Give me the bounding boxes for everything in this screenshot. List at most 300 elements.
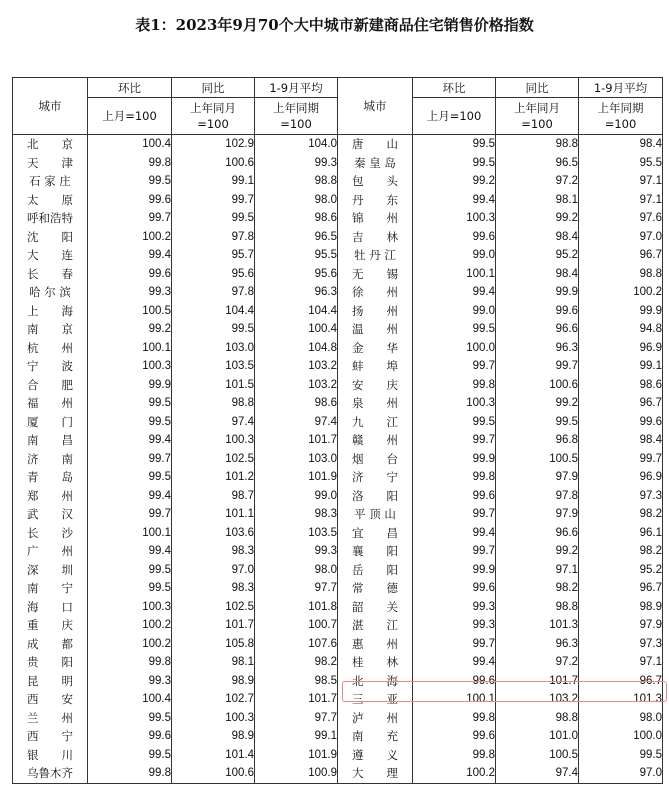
- city-cell: 锦 州: [338, 209, 413, 228]
- table-row: [13, 468, 663, 487]
- avg-cell: 101.9: [255, 468, 338, 487]
- mom-cell: 99.6: [88, 265, 172, 284]
- avg-cell: 100.7: [255, 616, 338, 635]
- avg-cell: 97.7: [255, 579, 338, 598]
- mom-cell: 99.7: [413, 431, 496, 450]
- mom-cell: 99.4: [88, 246, 172, 265]
- avg-cell: 96.9: [579, 339, 663, 358]
- yoy-cell: 98.1: [496, 191, 579, 210]
- avg-cell: 99.1: [579, 357, 663, 376]
- avg-cell: 99.3: [255, 154, 338, 173]
- mom-cell: 99.8: [88, 154, 172, 173]
- city-cell: 北 海: [338, 672, 413, 691]
- yoy-cell: 98.8: [496, 598, 579, 617]
- mom-cell: 100.4: [88, 690, 172, 709]
- mom-cell: 100.1: [88, 524, 172, 543]
- mom-cell: 99.4: [413, 653, 496, 672]
- yoy-cell: 98.9: [172, 727, 255, 746]
- city-cell: 成 都: [13, 635, 88, 654]
- avg-cell: 101.7: [255, 431, 338, 450]
- mom-cell: 99.5: [413, 320, 496, 339]
- mom-cell: 100.2: [413, 764, 496, 783]
- yoy-cell: 100.5: [496, 746, 579, 765]
- yoy-cell: 99.9: [496, 283, 579, 302]
- table-row: [13, 320, 663, 339]
- avg-cell: 104.4: [255, 302, 338, 321]
- mom-cell: 99.8: [413, 746, 496, 765]
- avg-cell: 97.3: [579, 635, 663, 654]
- header-mom-base-right: 上月=100: [413, 98, 496, 135]
- city-cell: 唐 山: [338, 135, 413, 154]
- table-row: [13, 635, 663, 654]
- table-row: [13, 561, 663, 580]
- city-cell: 上 海: [13, 302, 88, 321]
- avg-cell: 98.0: [255, 561, 338, 580]
- avg-cell: 98.2: [255, 653, 338, 672]
- city-cell: 南 充: [338, 727, 413, 746]
- yoy-cell: 97.9: [496, 468, 579, 487]
- yoy-cell: 97.8: [172, 283, 255, 302]
- city-cell: 桂 林: [338, 653, 413, 672]
- table-row: [13, 302, 663, 321]
- yoy-cell: 102.9: [172, 135, 255, 154]
- mom-cell: 99.5: [88, 394, 172, 413]
- city-cell: 包 头: [338, 172, 413, 191]
- avg-cell: 103.0: [255, 450, 338, 469]
- mom-cell: 100.3: [88, 598, 172, 617]
- city-cell: 安 庆: [338, 376, 413, 395]
- avg-cell: 98.2: [579, 542, 663, 561]
- mom-cell: 99.3: [88, 283, 172, 302]
- avg-cell: 96.5: [255, 228, 338, 247]
- table-row: [13, 746, 663, 765]
- city-cell: 蚌 埠: [338, 357, 413, 376]
- avg-cell: 96.3: [255, 283, 338, 302]
- yoy-cell: 101.0: [496, 727, 579, 746]
- table-row: [13, 339, 663, 358]
- mom-cell: 99.8: [413, 376, 496, 395]
- yoy-cell: 97.9: [496, 505, 579, 524]
- city-cell: 重 庆: [13, 616, 88, 635]
- table-row: [13, 450, 663, 469]
- yoy-cell: 99.2: [496, 542, 579, 561]
- table-row: [13, 283, 663, 302]
- avg-cell: 99.9: [579, 302, 663, 321]
- city-cell: 南 宁: [13, 579, 88, 598]
- yoy-cell: 96.6: [496, 320, 579, 339]
- yoy-cell: 97.2: [496, 653, 579, 672]
- avg-cell: 97.9: [579, 616, 663, 635]
- avg-cell: 98.5: [255, 672, 338, 691]
- yoy-cell: 100.6: [496, 376, 579, 395]
- city-cell: 深 圳: [13, 561, 88, 580]
- mom-cell: 99.8: [88, 653, 172, 672]
- avg-cell: 98.0: [579, 709, 663, 728]
- mom-cell: 99.7: [88, 450, 172, 469]
- city-cell: 无 锡: [338, 265, 413, 284]
- yoy-cell: 100.3: [172, 431, 255, 450]
- city-cell: 湛 江: [338, 616, 413, 635]
- mom-cell: 99.5: [88, 709, 172, 728]
- city-cell: 西 宁: [13, 727, 88, 746]
- city-cell: 扬 州: [338, 302, 413, 321]
- avg-cell: 95.2: [579, 561, 663, 580]
- city-cell: 九 江: [338, 413, 413, 432]
- mom-cell: 99.9: [413, 561, 496, 580]
- mom-cell: 100.3: [413, 394, 496, 413]
- table-row: [13, 154, 663, 173]
- yoy-cell: 96.5: [496, 154, 579, 173]
- city-cell: 吉 林: [338, 228, 413, 247]
- avg-cell: 97.0: [579, 228, 663, 247]
- mom-cell: 99.5: [88, 468, 172, 487]
- avg-cell: 99.5: [579, 746, 663, 765]
- city-cell: 丹 东: [338, 191, 413, 210]
- avg-cell: 101.8: [255, 598, 338, 617]
- yoy-cell: 102.5: [172, 598, 255, 617]
- yoy-cell: 103.5: [172, 357, 255, 376]
- avg-cell: 98.0: [255, 191, 338, 210]
- mom-cell: 99.8: [413, 709, 496, 728]
- city-cell: 济 宁: [338, 468, 413, 487]
- city-cell: 郑 州: [13, 487, 88, 506]
- header-city-right: 城市: [338, 78, 413, 135]
- avg-cell: 97.0: [579, 764, 663, 783]
- header-yoy-left: 同比: [172, 78, 255, 98]
- mom-cell: 100.5: [88, 302, 172, 321]
- mom-cell: 99.0: [413, 302, 496, 321]
- mom-cell: 99.6: [413, 228, 496, 247]
- city-cell: 泉 州: [338, 394, 413, 413]
- city-cell: 泸 州: [338, 709, 413, 728]
- yoy-cell: 98.8: [496, 135, 579, 154]
- yoy-cell: 100.5: [496, 450, 579, 469]
- table-row: [13, 653, 663, 672]
- avg-cell: 97.1: [579, 191, 663, 210]
- yoy-cell: 103.6: [172, 524, 255, 543]
- mom-cell: 99.3: [413, 616, 496, 635]
- avg-cell: 101.3: [579, 690, 663, 709]
- table-row: [13, 579, 663, 598]
- yoy-cell: 97.2: [496, 172, 579, 191]
- yoy-cell: 101.1: [172, 505, 255, 524]
- mom-cell: 99.3: [88, 672, 172, 691]
- mom-cell: 99.4: [88, 487, 172, 506]
- table-row: [13, 487, 663, 506]
- price-index-table: [12, 77, 663, 784]
- mom-cell: 99.5: [88, 561, 172, 580]
- city-cell: 厦 门: [13, 413, 88, 432]
- mom-cell: 99.7: [413, 505, 496, 524]
- yoy-cell: 98.1: [172, 653, 255, 672]
- mom-cell: 99.5: [88, 579, 172, 598]
- yoy-cell: 99.2: [496, 209, 579, 228]
- city-cell: 杭 州: [13, 339, 88, 358]
- header-yoy-base-right: 上年同月 =100: [496, 98, 579, 135]
- avg-cell: 103.5: [255, 524, 338, 543]
- header-avg-base-left: 上年同期 =100: [255, 98, 338, 135]
- city-cell: 平 顶 山: [338, 505, 413, 524]
- city-cell: 天 津: [13, 154, 88, 173]
- yoy-cell: 101.2: [172, 468, 255, 487]
- table-title: 表1：2023年9月70个大中城市新建商品住宅销售价格指数: [135, 16, 534, 34]
- mom-cell: 99.6: [413, 727, 496, 746]
- yoy-cell: 97.8: [172, 228, 255, 247]
- avg-cell: 101.7: [255, 690, 338, 709]
- mom-cell: 100.2: [88, 228, 172, 247]
- yoy-cell: 97.4: [172, 413, 255, 432]
- mom-cell: 99.9: [88, 376, 172, 395]
- city-cell: 长 沙: [13, 524, 88, 543]
- avg-cell: 97.4: [255, 413, 338, 432]
- yoy-cell: 96.3: [496, 635, 579, 654]
- table-row: [13, 542, 663, 561]
- avg-cell: 107.6: [255, 635, 338, 654]
- mom-cell: 99.5: [413, 154, 496, 173]
- mom-cell: 100.1: [88, 339, 172, 358]
- avg-cell: 98.6: [255, 394, 338, 413]
- yoy-cell: 98.3: [172, 579, 255, 598]
- mom-cell: 99.4: [88, 542, 172, 561]
- yoy-cell: 105.8: [172, 635, 255, 654]
- mom-cell: 99.7: [88, 505, 172, 524]
- mom-cell: 99.9: [413, 450, 496, 469]
- table-row: [13, 727, 663, 746]
- city-cell: 常 德: [338, 579, 413, 598]
- yoy-cell: 97.4: [496, 764, 579, 783]
- header-city-left: 城市: [13, 78, 88, 135]
- avg-cell: 99.1: [255, 727, 338, 746]
- city-cell: 遵 义: [338, 746, 413, 765]
- mom-cell: 99.4: [413, 524, 496, 543]
- mom-cell: 99.4: [413, 283, 496, 302]
- yoy-cell: 101.4: [172, 746, 255, 765]
- city-cell: 西 安: [13, 690, 88, 709]
- mom-cell: 99.5: [413, 413, 496, 432]
- avg-cell: 99.7: [579, 450, 663, 469]
- city-cell: 大 连: [13, 246, 88, 265]
- city-cell: 青 岛: [13, 468, 88, 487]
- yoy-cell: 99.5: [172, 320, 255, 339]
- table-row: [13, 505, 663, 524]
- city-cell: 三 亚: [338, 690, 413, 709]
- avg-cell: 97.7: [255, 709, 338, 728]
- yoy-cell: 96.8: [496, 431, 579, 450]
- yoy-cell: 97.1: [496, 561, 579, 580]
- yoy-cell: 98.2: [496, 579, 579, 598]
- city-cell: 大 理: [338, 764, 413, 783]
- avg-cell: 94.8: [579, 320, 663, 339]
- city-cell: 海 口: [13, 598, 88, 617]
- yoy-cell: 103.0: [172, 339, 255, 358]
- avg-cell: 96.7: [579, 246, 663, 265]
- mom-cell: 100.1: [413, 265, 496, 284]
- header-yoy-right: 同比: [496, 78, 579, 98]
- city-cell: 宁 波: [13, 357, 88, 376]
- yoy-cell: 98.7: [172, 487, 255, 506]
- table-row: [13, 228, 663, 247]
- yoy-cell: 98.8: [496, 709, 579, 728]
- mom-cell: 99.5: [88, 746, 172, 765]
- mom-cell: 99.5: [88, 413, 172, 432]
- mom-cell: 100.1: [413, 690, 496, 709]
- yoy-cell: 95.6: [172, 265, 255, 284]
- city-cell: 兰 州: [13, 709, 88, 728]
- mom-cell: 99.6: [88, 191, 172, 210]
- mom-cell: 99.0: [413, 246, 496, 265]
- mom-cell: 99.6: [413, 579, 496, 598]
- table-row: [13, 191, 663, 210]
- table-row: [13, 764, 663, 783]
- mom-cell: 100.2: [88, 635, 172, 654]
- avg-cell: 98.6: [255, 209, 338, 228]
- yoy-cell: 99.5: [172, 209, 255, 228]
- city-cell: 广 州: [13, 542, 88, 561]
- avg-cell: 95.5: [579, 154, 663, 173]
- yoy-cell: 103.2: [496, 690, 579, 709]
- avg-cell: 97.1: [579, 172, 663, 191]
- city-cell: 昆 明: [13, 672, 88, 691]
- table-row: [13, 616, 663, 635]
- yoy-cell: 100.6: [172, 764, 255, 783]
- yoy-cell: 99.7: [496, 357, 579, 376]
- avg-cell: 95.5: [255, 246, 338, 265]
- city-cell: 银 川: [13, 746, 88, 765]
- mom-cell: 99.7: [88, 209, 172, 228]
- yoy-cell: 99.1: [172, 172, 255, 191]
- city-cell: 石 家 庄: [13, 172, 88, 191]
- city-cell: 太 原: [13, 191, 88, 210]
- yoy-cell: 97.0: [172, 561, 255, 580]
- city-cell: 呼和浩特: [13, 209, 88, 228]
- mom-cell: 99.6: [413, 487, 496, 506]
- avg-cell: 98.8: [255, 172, 338, 191]
- avg-cell: 104.0: [255, 135, 338, 154]
- city-cell: 烟 台: [338, 450, 413, 469]
- mom-cell: 99.6: [88, 727, 172, 746]
- highlight-box-beihai: [342, 681, 667, 702]
- avg-cell: 99.3: [255, 542, 338, 561]
- avg-cell: 98.9: [579, 598, 663, 617]
- avg-cell: 99.0: [255, 487, 338, 506]
- avg-cell: 96.7: [579, 394, 663, 413]
- mom-cell: 99.3: [413, 598, 496, 617]
- table-row: [13, 709, 663, 728]
- avg-cell: 96.1: [579, 524, 663, 543]
- avg-cell: 98.4: [579, 431, 663, 450]
- header-avg-right: 1-9月平均: [579, 78, 663, 98]
- mom-cell: 99.6: [413, 672, 496, 691]
- avg-cell: 98.6: [579, 376, 663, 395]
- avg-cell: 97.6: [579, 209, 663, 228]
- yoy-cell: 95.7: [172, 246, 255, 265]
- avg-cell: 98.2: [579, 505, 663, 524]
- table-row: [13, 172, 663, 191]
- avg-cell: 100.0: [579, 727, 663, 746]
- yoy-cell: 101.5: [172, 376, 255, 395]
- avg-cell: 104.8: [255, 339, 338, 358]
- avg-cell: 96.9: [579, 468, 663, 487]
- header-yoy-base-left: 上年同月 =100: [172, 98, 255, 135]
- table-row: [13, 413, 663, 432]
- avg-cell: 97.3: [579, 487, 663, 506]
- mom-cell: 99.2: [413, 172, 496, 191]
- table-row: [13, 246, 663, 265]
- avg-cell: 96.7: [579, 579, 663, 598]
- city-cell: 武 汉: [13, 505, 88, 524]
- yoy-cell: 98.3: [172, 542, 255, 561]
- city-cell: 合 肥: [13, 376, 88, 395]
- table-row: [13, 524, 663, 543]
- table-row: [13, 357, 663, 376]
- mom-cell: 99.8: [88, 764, 172, 783]
- avg-cell: 95.6: [255, 265, 338, 284]
- yoy-cell: 96.6: [496, 524, 579, 543]
- yoy-cell: 98.9: [172, 672, 255, 691]
- table-row: [13, 135, 663, 154]
- city-cell: 金 华: [338, 339, 413, 358]
- city-cell: 秦 皇 岛: [338, 154, 413, 173]
- avg-cell: 97.1: [579, 653, 663, 672]
- mom-cell: 99.4: [88, 431, 172, 450]
- header-mom-left: 环比: [88, 78, 172, 98]
- city-cell: 宜 昌: [338, 524, 413, 543]
- header-mom-right: 环比: [413, 78, 496, 98]
- avg-cell: 96.7: [579, 672, 663, 691]
- city-cell: 沈 阳: [13, 228, 88, 247]
- mom-cell: 100.4: [88, 135, 172, 154]
- avg-cell: 101.9: [255, 746, 338, 765]
- mom-cell: 99.7: [413, 357, 496, 376]
- city-cell: 牡 丹 江: [338, 246, 413, 265]
- header-avg-base-right: 上年同期 =100: [579, 98, 663, 135]
- yoy-cell: 101.7: [172, 616, 255, 635]
- table-row: [13, 431, 663, 450]
- yoy-cell: 100.3: [172, 709, 255, 728]
- yoy-cell: 104.4: [172, 302, 255, 321]
- table-row: [13, 394, 663, 413]
- avg-cell: 103.2: [255, 376, 338, 395]
- yoy-cell: 97.8: [496, 487, 579, 506]
- yoy-cell: 102.5: [172, 450, 255, 469]
- city-cell: 福 州: [13, 394, 88, 413]
- yoy-cell: 95.2: [496, 246, 579, 265]
- yoy-cell: 102.7: [172, 690, 255, 709]
- yoy-cell: 99.7: [172, 191, 255, 210]
- city-cell: 韶 关: [338, 598, 413, 617]
- avg-cell: 98.4: [579, 135, 663, 154]
- city-cell: 南 昌: [13, 431, 88, 450]
- avg-cell: 98.3: [255, 505, 338, 524]
- yoy-cell: 96.3: [496, 339, 579, 358]
- city-cell: 南 京: [13, 320, 88, 339]
- city-cell: 贵 阳: [13, 653, 88, 672]
- avg-cell: 98.8: [579, 265, 663, 284]
- yoy-cell: 98.4: [496, 228, 579, 247]
- yoy-cell: 98.4: [496, 265, 579, 284]
- city-cell: 惠 州: [338, 635, 413, 654]
- city-cell: 温 州: [338, 320, 413, 339]
- mom-cell: 100.0: [413, 339, 496, 358]
- city-cell: 长 春: [13, 265, 88, 284]
- mom-cell: 100.2: [88, 616, 172, 635]
- city-cell: 赣 州: [338, 431, 413, 450]
- table-row: [13, 598, 663, 617]
- avg-cell: 100.2: [579, 283, 663, 302]
- yoy-cell: 100.6: [172, 154, 255, 173]
- mom-cell: 99.2: [88, 320, 172, 339]
- yoy-cell: 101.7: [496, 672, 579, 691]
